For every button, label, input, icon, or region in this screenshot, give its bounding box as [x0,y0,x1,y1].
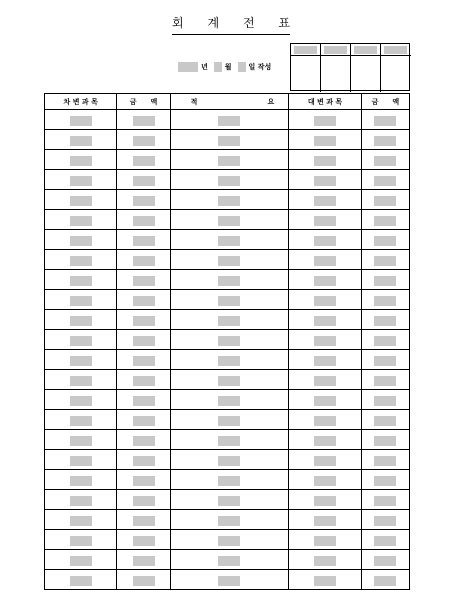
table-cell [289,150,361,170]
table-cell [289,350,361,370]
table-cell [361,490,409,510]
debit-account-field[interactable] [70,536,92,546]
table-cell [170,430,289,450]
table-cell [170,150,289,170]
table-cell [361,410,409,430]
table-cell [45,570,117,590]
table-cell [170,370,289,390]
table-cell [45,490,117,510]
debit-account-field[interactable] [70,416,92,426]
table-row [45,490,410,510]
description-field[interactable] [218,316,240,326]
table-row [45,270,410,290]
table-cell [361,270,409,290]
credit-account-field[interactable] [314,496,336,506]
debit-account-field[interactable] [70,116,92,126]
table-row [45,330,410,350]
table-cell [361,110,409,130]
table-row [45,230,410,250]
table-cell [117,150,170,170]
credit-amount-field[interactable] [374,196,396,206]
approval-sign-cell[interactable] [321,56,351,92]
debit-amount-field[interactable] [133,136,155,146]
title-char: 계 [207,15,220,30]
description-field[interactable] [218,256,240,266]
description-field[interactable] [218,396,240,406]
table-cell [170,310,289,330]
table-cell [117,170,170,190]
table-row [45,290,410,310]
description-field[interactable] [218,236,240,246]
credit-amount-field[interactable] [374,116,396,126]
credit-account-field[interactable] [314,216,336,226]
table-cell [45,410,117,430]
debit-account-field[interactable] [70,316,92,326]
table-cell [170,270,289,290]
header-credit-account: 대 변 과 목 [289,94,361,110]
table-cell [117,130,170,150]
table-cell [289,130,361,150]
table-cell [361,470,409,490]
table-cell [170,110,289,130]
description-field[interactable] [218,416,240,426]
credit-account-field[interactable] [314,256,336,266]
table-cell [289,570,361,590]
approval-sign-cell[interactable] [381,56,411,92]
credit-amount-field[interactable] [374,556,396,566]
table-cell [361,290,409,310]
table-cell [361,370,409,390]
table-cell [117,570,170,590]
debit-amount-field[interactable] [133,436,155,446]
debit-amount-field[interactable] [133,496,155,506]
credit-account-field[interactable] [314,236,336,246]
credit-amount-field[interactable] [374,136,396,146]
debit-amount-field[interactable] [133,236,155,246]
title-char: 전 [242,15,255,30]
table-cell [45,130,117,150]
table-cell [170,170,289,190]
header-debit-amount: 금 액 [117,94,170,110]
debit-account-field[interactable] [70,276,92,286]
table-cell [361,330,409,350]
month-field[interactable] [214,62,222,72]
credit-amount-field[interactable] [374,396,396,406]
credit-account-field[interactable] [314,136,336,146]
table-cell [289,390,361,410]
table-cell [117,550,170,570]
approval-box [290,43,410,91]
table-cell [45,350,117,370]
table-cell [289,430,361,450]
description-field[interactable] [218,516,240,526]
description-field[interactable] [218,156,240,166]
debit-amount-field[interactable] [133,256,155,266]
table-row [45,170,410,190]
debit-account-field[interactable] [70,136,92,146]
table-cell [170,210,289,230]
credit-account-field[interactable] [314,116,336,126]
year-label: 년 [201,62,208,71]
table-cell [45,450,117,470]
table-cell [361,510,409,530]
table-row [45,370,410,390]
title-char: 표 [278,15,290,30]
table-cell [170,450,289,470]
approval-title-field[interactable] [354,46,377,54]
table-cell [45,370,117,390]
debit-amount-field[interactable] [133,296,155,306]
header-description [170,94,289,110]
credit-account-field[interactable] [314,476,336,486]
table-row [45,450,410,470]
table-cell [170,470,289,490]
table-cell [45,110,117,130]
debit-account-field[interactable] [70,176,92,186]
date-line [178,61,272,72]
table-cell [289,490,361,510]
debit-amount-field[interactable] [133,276,155,286]
table-cell [45,250,117,270]
credit-account-field[interactable] [314,176,336,186]
debit-account-field[interactable] [70,356,92,366]
table-row [45,190,410,210]
debit-amount-field[interactable] [133,216,155,226]
table-cell [117,370,170,390]
description-field[interactable] [218,556,240,566]
approval-title-field[interactable] [384,46,407,54]
approval-title-field[interactable] [324,46,347,54]
debit-account-field[interactable] [70,376,92,386]
table-row [45,250,410,270]
table-cell [361,530,409,550]
table-cell [289,210,361,230]
debit-account-field[interactable] [70,516,92,526]
table-cell [361,570,409,590]
table-cell [170,390,289,410]
credit-amount-field[interactable] [374,296,396,306]
title-char: 회 [172,15,184,30]
credit-account-field[interactable] [314,316,336,326]
credit-amount-field[interactable] [374,336,396,346]
description-field[interactable] [218,456,240,466]
table-cell [117,390,170,410]
table-row [45,150,410,170]
description-field[interactable] [218,376,240,386]
table-cell [45,230,117,250]
table-cell [361,190,409,210]
table-cell [289,370,361,390]
table-cell [117,530,170,550]
debit-amount-field[interactable] [133,316,155,326]
credit-amount-field[interactable] [374,356,396,366]
credit-amount-field[interactable] [374,436,396,446]
table-cell [170,350,289,370]
description-field[interactable] [218,536,240,546]
debit-account-field[interactable] [70,236,92,246]
table-cell [361,430,409,450]
table-cell [289,270,361,290]
debit-account-field[interactable] [70,256,92,266]
table-row [45,110,410,130]
table-cell [117,510,170,530]
table-cell [361,450,409,470]
table-cell [170,230,289,250]
debit-amount-field[interactable] [133,456,155,466]
debit-amount-field[interactable] [133,476,155,486]
table-cell [117,430,170,450]
title-underline [172,34,290,35]
day-field[interactable] [238,62,246,72]
table-cell [117,110,170,130]
table-cell [117,210,170,230]
table-cell [289,530,361,550]
table-cell [289,310,361,330]
table-cell [289,110,361,130]
debit-account-field[interactable] [70,476,92,486]
debit-account-field[interactable] [70,556,92,566]
table-cell [117,470,170,490]
table-cell [117,450,170,470]
table-cell [117,190,170,210]
description-field[interactable] [218,216,240,226]
table-cell [117,350,170,370]
table-cell [289,190,361,210]
credit-account-field[interactable] [314,436,336,446]
debit-amount-field[interactable] [133,516,155,526]
description-field[interactable] [218,276,240,286]
approval-sign-cell[interactable] [351,56,381,92]
table-cell [170,510,289,530]
debit-account-field[interactable] [70,576,92,586]
month-label: 월 [224,62,232,71]
credit-account-field[interactable] [314,416,336,426]
debit-account-field[interactable] [70,216,92,226]
table-cell [45,510,117,530]
debit-account-field[interactable] [70,456,92,466]
table-cell [170,290,289,310]
table-cell [117,270,170,290]
credit-account-field[interactable] [314,516,336,526]
approval-sign-cell[interactable] [291,56,321,92]
table-cell [45,170,117,190]
table-cell [45,150,117,170]
approval-header-cell [381,44,411,56]
table-cell [117,330,170,350]
table-cell [117,490,170,510]
credit-amount-field[interactable] [374,496,396,506]
table-cell [361,390,409,410]
table-row [45,530,410,550]
credit-amount-field[interactable] [374,256,396,266]
table-row [45,430,410,450]
credit-account-field[interactable] [314,396,336,406]
approval-header-cell [321,44,351,56]
debit-amount-field[interactable] [133,536,155,546]
credit-account-field[interactable] [314,456,336,466]
table-cell [45,430,117,450]
table-cell [45,530,117,550]
table-cell [289,250,361,270]
credit-amount-field[interactable] [374,236,396,246]
table-row [45,570,410,590]
header-credit-amount: 금 액 [361,94,409,110]
table-cell [117,250,170,270]
header-description-left: 적 [190,97,198,106]
table-cell [117,290,170,310]
table-cell [45,290,117,310]
credit-account-field[interactable] [314,576,336,586]
table-cell [170,530,289,550]
approval-title-field[interactable] [294,46,317,54]
table-body [45,110,410,590]
description-field[interactable] [218,136,240,146]
debit-amount-field[interactable] [133,176,155,186]
debit-amount-field[interactable] [133,336,155,346]
debit-amount-field[interactable] [133,356,155,366]
table-cell [45,550,117,570]
year-field[interactable] [178,62,198,72]
description-field[interactable] [218,576,240,586]
table-cell [170,190,289,210]
credit-amount-field[interactable] [374,456,396,466]
table-cell [289,550,361,570]
debit-amount-field[interactable] [133,376,155,386]
table-cell [289,450,361,470]
header-debit-account: 차 변 과 목 [45,94,117,110]
description-field[interactable] [218,496,240,506]
debit-amount-field[interactable] [133,116,155,126]
table-row [45,310,410,330]
credit-amount-field[interactable] [374,576,396,586]
table-cell [289,410,361,430]
table-cell [289,510,361,530]
debit-amount-field[interactable] [133,156,155,166]
table-cell [361,230,409,250]
table-cell [289,170,361,190]
debit-amount-field[interactable] [133,576,155,586]
debit-amount-field[interactable] [133,396,155,406]
credit-account-field[interactable] [314,356,336,366]
table-cell [289,470,361,490]
credit-account-field[interactable] [314,336,336,346]
description-field[interactable] [218,296,240,306]
credit-amount-field[interactable] [374,156,396,166]
credit-account-field[interactable] [314,296,336,306]
debit-amount-field[interactable] [133,416,155,426]
table-cell [289,330,361,350]
approval-header-cell [351,44,381,56]
table-row [45,550,410,570]
description-field[interactable] [218,436,240,446]
credit-account-field[interactable] [314,156,336,166]
description-field[interactable] [218,116,240,126]
credit-amount-field[interactable] [374,416,396,426]
description-field[interactable] [218,336,240,346]
table-row [45,410,410,430]
description-field[interactable] [218,196,240,206]
description-field[interactable] [218,476,240,486]
table-cell [361,310,409,330]
debit-account-field[interactable] [70,396,92,406]
table-row [45,510,410,530]
debit-amount-field[interactable] [133,556,155,566]
credit-account-field[interactable] [314,196,336,206]
credit-account-field[interactable] [314,276,336,286]
table-cell [361,550,409,570]
table-cell [170,550,289,570]
debit-account-field[interactable] [70,156,92,166]
table-row [45,390,410,410]
table-cell [361,210,409,230]
table-row [45,130,410,150]
table-cell [361,170,409,190]
description-field[interactable] [218,356,240,366]
credit-amount-field[interactable] [374,216,396,226]
credit-amount-field[interactable] [374,536,396,546]
table-cell [170,330,289,350]
debit-account-field[interactable] [70,196,92,206]
table-cell [170,490,289,510]
table-row [45,470,410,490]
table-cell [170,250,289,270]
table-cell [361,150,409,170]
table-row [45,210,410,230]
journal-table [44,93,410,590]
debit-account-field[interactable] [70,296,92,306]
credit-account-field[interactable] [314,376,336,386]
debit-account-field[interactable] [70,436,92,446]
credit-amount-field[interactable] [374,176,396,186]
table-cell [45,270,117,290]
credit-account-field[interactable] [314,556,336,566]
credit-amount-field[interactable] [374,276,396,286]
credit-amount-field[interactable] [374,316,396,326]
credit-amount-field[interactable] [374,476,396,486]
approval-header-cell [291,44,321,56]
table-cell [170,410,289,430]
credit-account-field[interactable] [314,536,336,546]
table-cell [117,230,170,250]
debit-account-field[interactable] [70,496,92,506]
description-field[interactable] [218,176,240,186]
day-written-label: 일 작성 [248,62,272,71]
table-cell [45,390,117,410]
table-cell [170,570,289,590]
table-cell [289,230,361,250]
table-row [45,350,410,370]
table-cell [170,130,289,150]
table-cell [45,470,117,490]
debit-amount-field[interactable] [133,196,155,206]
debit-account-field[interactable] [70,336,92,346]
table-cell [45,210,117,230]
credit-amount-field[interactable] [374,376,396,386]
table-cell [45,330,117,350]
table-cell [45,190,117,210]
table-cell [289,290,361,310]
table-header-row [45,94,410,110]
table-cell [45,310,117,330]
table-cell [117,410,170,430]
header-description-right: 요 [267,97,275,106]
table-cell [361,130,409,150]
table-cell [361,250,409,270]
credit-amount-field[interactable] [374,516,396,526]
table-cell [361,350,409,370]
table-cell [117,310,170,330]
